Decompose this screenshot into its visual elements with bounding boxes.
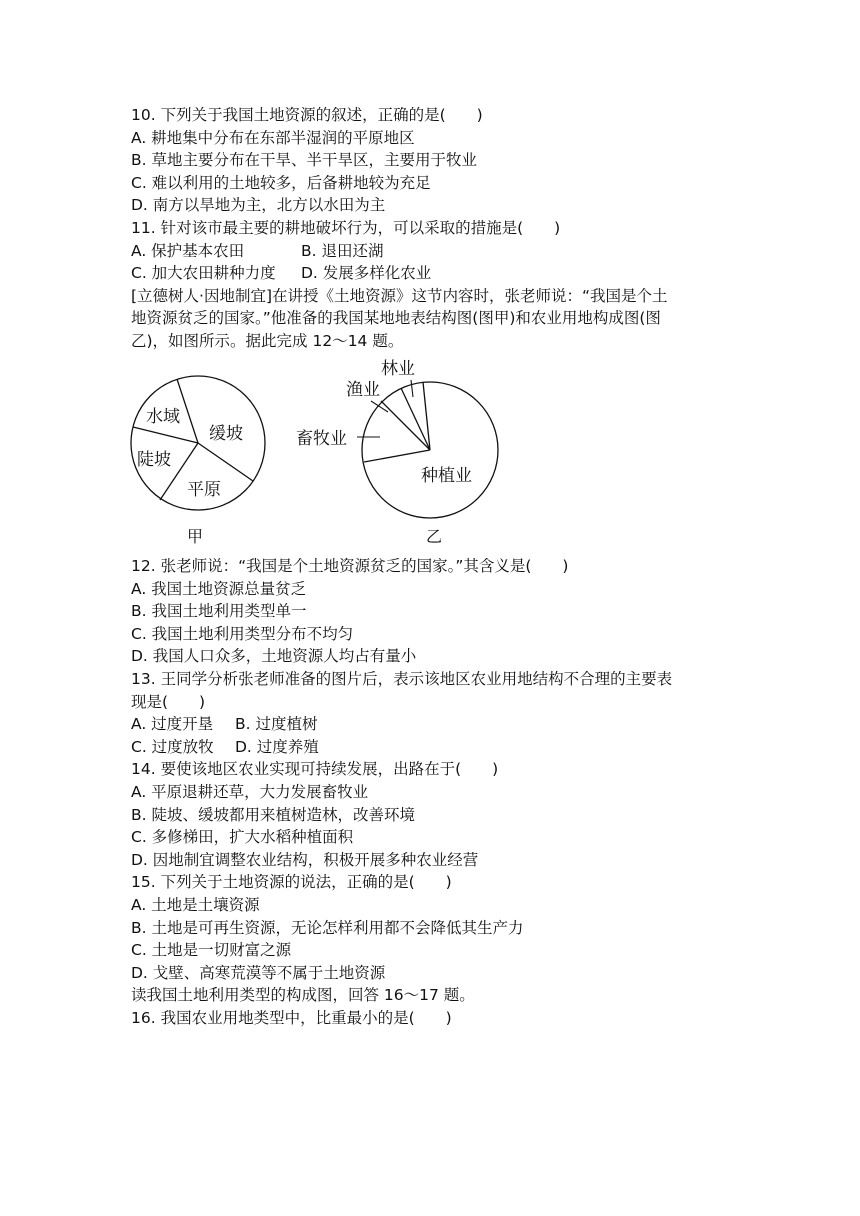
q11-option-d: D. 发展多样化农业 — [301, 264, 432, 283]
q11-option-a: A. 保护基本农田 — [131, 241, 245, 260]
q13-stem-line1: 13. 王同学分析张老师准备的图片后，表示该地区农业用地结构不合理的主要表 — [131, 669, 673, 688]
chart-b-caption: 乙 — [426, 527, 443, 546]
chart-b-agricultural-land — [296, 359, 498, 546]
q10-option-c: C. 难以利用的土地较多，后备耕地较为充足 — [131, 173, 431, 192]
q15-stem: 15. 下列关于土地资源的说法，正确的是( ) — [131, 873, 452, 892]
q13-option-c: C. 过度放牧 — [131, 737, 214, 756]
chart-b-leader-forestry — [411, 380, 413, 397]
figure-svg — [125, 355, 525, 550]
q13-options-row2 — [131, 736, 731, 759]
q14-option-c: C. 多修梯田，扩大水稻种植面积 — [131, 828, 354, 847]
q11-stem: 11. 针对该市最主要的耕地破坏行为，可以采取的措施是( ) — [131, 218, 561, 237]
q12-stem: 12. 张老师说：“我国是个土地资源贫乏的国家。”其含义是( ) — [131, 557, 569, 575]
q14-stem: 14. 要使该地区农业实现可持续发展，出路在于( ) — [131, 760, 499, 779]
q13-option-d: D. 过度养殖 — [235, 737, 319, 756]
chart-b-label-livestock: 畜牧业 — [296, 429, 347, 449]
chart-a-surface-structure — [131, 376, 265, 546]
q11-options-row2 — [131, 262, 731, 285]
q13-stem-line2: 现是( ) — [131, 692, 206, 711]
q15-option-a: A. 土地是土壤资源 — [131, 895, 260, 914]
chart-a-label-gentle-slope: 缓坡 — [209, 424, 243, 444]
q11-options-row1 — [131, 240, 731, 263]
q13-option-b: B. 过度植树 — [235, 715, 318, 734]
chart-b-divider-3 — [381, 401, 430, 450]
intro-12-14-line2: 地资源贫乏的国家。”他准备的我国某地地表结构图(图甲)和农业用地构成图(图 — [131, 309, 661, 328]
q12-option-b: B. 我国土地利用类型单一 — [131, 602, 307, 621]
q15-option-c: C. 土地是一切财富之源 — [131, 941, 292, 960]
q11-option-b: B. 退田还湖 — [301, 241, 384, 260]
chart-a-label-water: 水域 — [146, 407, 180, 427]
chart-a-label-steep-slope: 陡坡 — [137, 450, 171, 470]
q11-option-c: C. 加大农田耕种力度 — [131, 264, 276, 283]
q10-stem: 10. 下列关于我国土地资源的叙述，正确的是( ) — [131, 106, 483, 124]
q10-option-d: D. 南方以旱地为主，北方以水田为主 — [131, 196, 386, 215]
chart-a-caption: 甲 — [187, 527, 204, 546]
chart-b-divider-1 — [423, 382, 430, 450]
intro-16-17: 读我国土地利用类型的构成图，回答 16～17 题。 — [131, 986, 475, 1005]
q12-option-c: C. 我国土地利用类型分布不均匀 — [131, 624, 354, 643]
chart-b-label-forestry: 林业 — [381, 359, 415, 379]
q15-option-b: B. 土地是可再生资源，无论怎样利用都不会降低其生产力 — [131, 918, 524, 937]
q13-option-a: A. 过度开垦 — [131, 715, 214, 734]
land-structure-figure — [125, 355, 525, 550]
questions-10-11 — [131, 104, 731, 353]
q14-option-a: A. 平原退耕还草，大力发展畜牧业 — [131, 782, 369, 801]
q12-option-d: D. 我国人口众多，土地资源人均占有量小 — [131, 647, 417, 666]
q13-options-row1 — [131, 713, 731, 736]
chart-b-label-fishery: 渔业 — [346, 380, 380, 400]
q14-option-d: D. 因地制宜调整农业结构，积极开展多种农业经营 — [131, 850, 479, 869]
chart-a-divider-top — [177, 379, 198, 443]
chart-a-divider-right — [198, 443, 253, 481]
q15-option-d: D. 戈壁、高寒荒漠等不属于土地资源 — [131, 963, 386, 982]
q16-stem: 16. 我国农业用地类型中，比重最小的是( ) — [131, 1008, 452, 1027]
chart-b-divider-4 — [364, 450, 430, 462]
chart-a-label-plain: 平原 — [187, 480, 221, 500]
q10-option-a: A. 耕地集中分布在东部半湿润的平原地区 — [131, 128, 415, 147]
chart-b-divider-2 — [401, 388, 430, 450]
q14-option-b: B. 陡坡、缓坡都用来植树造林，改善环境 — [131, 805, 415, 824]
questions-12-16 — [131, 555, 731, 1029]
chart-b-label-crop-farming: 种植业 — [421, 466, 472, 486]
intro-12-14-line3: 乙)，如图所示。据此完成 12～14 题。 — [131, 331, 404, 350]
chart-a-divider-left — [133, 427, 198, 443]
intro-12-14-line1: [立德树人·因地制宜]在讲授《土地资源》这节内容时，张老师说：“我国是个土 — [131, 286, 668, 305]
q12-option-a: A. 我国土地资源总量贫乏 — [131, 579, 307, 598]
q10-option-b: B. 草地主要分布在干旱、半干旱区，主要用于牧业 — [131, 151, 477, 170]
chart-b-leader-fishery — [371, 401, 388, 412]
